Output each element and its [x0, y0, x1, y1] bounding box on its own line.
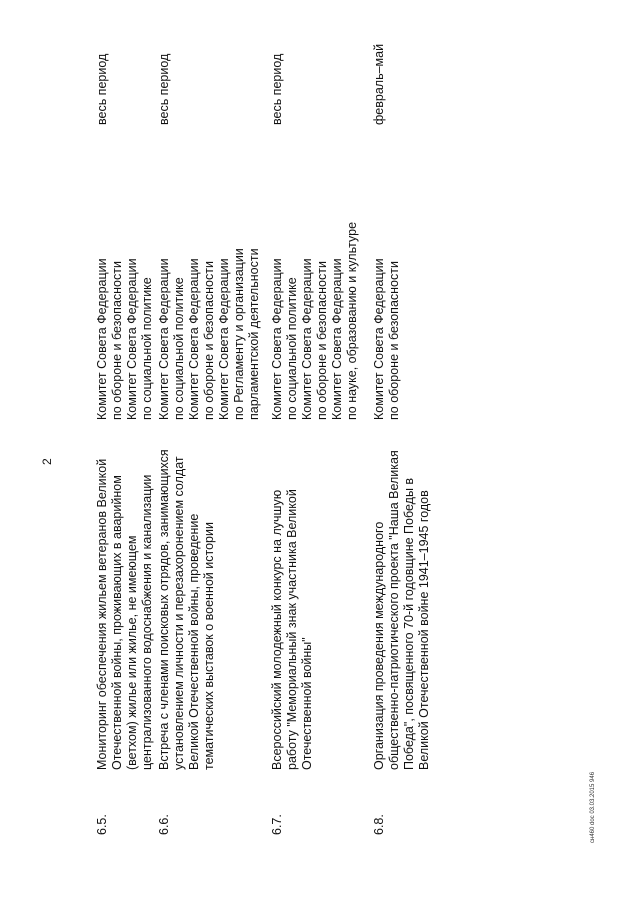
responsible-committees	[270, 175, 360, 420]
responsible-line: по обороне и безопасности	[387, 261, 401, 420]
responsible-line: Комитет Совета Федерации	[187, 258, 201, 420]
event-line: Великой Отечественной войне 1941–1945 годов	[417, 490, 431, 770]
event-line: общественно-патриотического проекта "Наша Великая	[387, 450, 401, 770]
event-description	[372, 415, 432, 770]
row-number: 6.6.	[157, 814, 171, 835]
responsible-line: Комитет Совета Федерации	[157, 258, 171, 420]
event-line: Отечественной войны, проживающих в аварийном	[110, 475, 124, 770]
row-number: 6.5.	[95, 814, 109, 835]
responsible-committees	[157, 175, 262, 420]
event-line: установлением личности и перезахоронением солдат	[172, 456, 186, 770]
event-line: работу "Мемориальный знак участника Великой	[285, 489, 299, 770]
responsible-line: по социальной политике	[140, 277, 154, 420]
responsible-line: Комитет Совета Федерации	[372, 258, 386, 420]
event-line: Всероссийский молодежный конкурс на лучшую	[270, 489, 284, 770]
event-line: (ветхом) жилье или жилье, не имеющем	[125, 535, 139, 770]
responsible-committees	[372, 175, 402, 420]
event-line: Организация проведения международного	[372, 521, 386, 770]
event-line: Отечественной войны"	[300, 637, 314, 770]
row-number: 6.7.	[270, 814, 284, 835]
period: февраль–май	[372, 43, 386, 125]
responsible-line: по социальной политике	[285, 277, 299, 420]
responsible-line: Комитет Совета Федерации	[330, 258, 344, 420]
event-description	[157, 415, 217, 770]
period: весь период	[270, 53, 284, 125]
responsible-line: по обороне и безопасности	[202, 261, 216, 420]
event-line: Победа", посвященного 70-й годовщине Победы в	[402, 477, 416, 770]
event-line: Встреча с членами поисковых отрядов, занимающихся	[157, 449, 171, 770]
event-line: Мониторинг обеспечения жильем ветеранов Великой	[95, 458, 109, 770]
responsible-line: по обороне и безопасности	[315, 261, 329, 420]
responsible-line: по Регламенту и организации	[232, 248, 246, 420]
responsible-line: Комитет Совета Федерации	[270, 258, 284, 420]
event-description	[95, 415, 155, 770]
period: весь период	[95, 53, 109, 125]
event-line: Великой Отечественной войны, проведение	[187, 513, 201, 770]
event-line: централизованного водоснабжения и канализации	[140, 474, 154, 770]
responsible-line: парламентской деятельности	[247, 248, 261, 420]
responsible-line: Комитет Совета Федерации	[95, 258, 109, 420]
event-description	[270, 415, 315, 770]
page-number: 2	[40, 458, 54, 465]
row-number: 6.8.	[372, 814, 386, 835]
responsible-line: по науке, образованию и культуре	[345, 221, 359, 420]
responsible-line: Комитет Совета Федерации	[125, 258, 139, 420]
responsible-committees	[95, 175, 155, 420]
document-footer-code: сн460 doc 03.03.2015 946	[590, 771, 596, 843]
event-line: тематических выставок о военной истории	[202, 522, 216, 770]
period: весь период	[157, 53, 171, 125]
responsible-line: Комитет Совета Федерации	[300, 258, 314, 420]
responsible-line: по обороне и безопасности	[110, 261, 124, 420]
responsible-line: по социальной политике	[172, 277, 186, 420]
responsible-line: Комитет Совета Федерации	[217, 258, 231, 420]
